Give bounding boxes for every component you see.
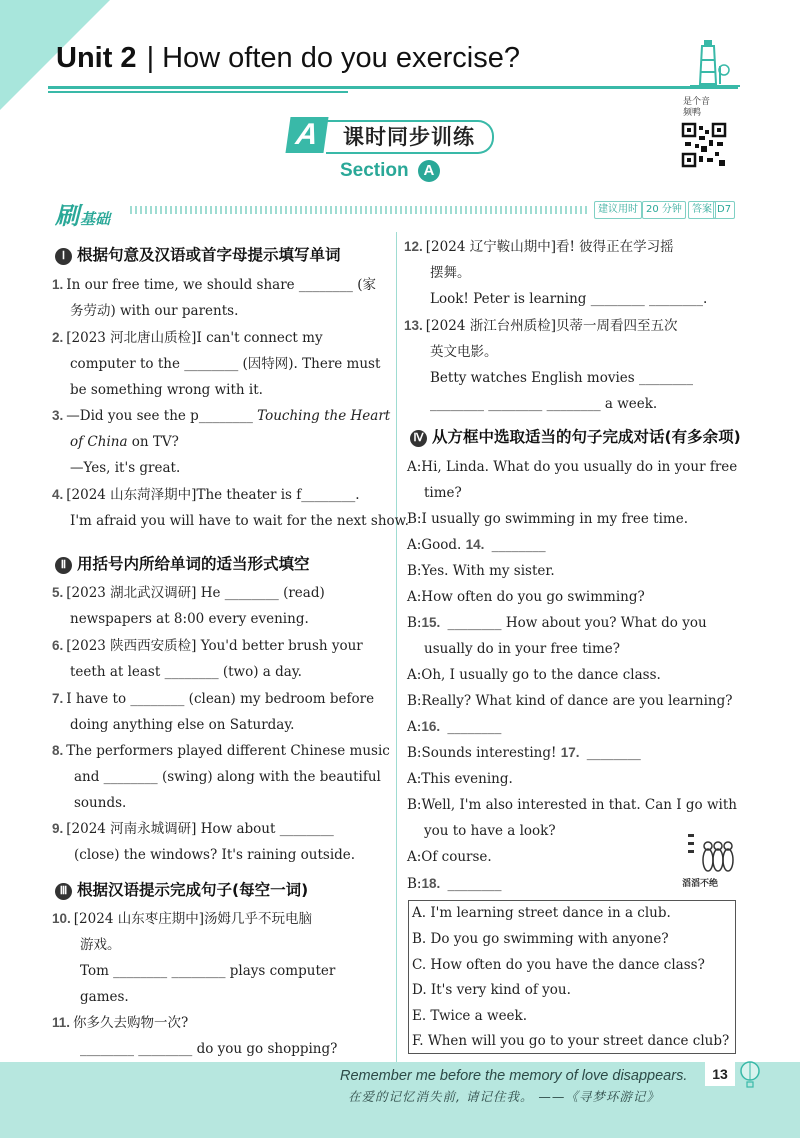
band-title-sub: 基础 [80,210,111,228]
part-3-heading [55,878,308,900]
question-text: The performers played different Chinese music [66,743,390,759]
page-number: 13 [705,1062,735,1086]
option-a: A. I'm learning street dance in a club. [412,905,671,921]
question-12-line-2: 摆舞。 [430,265,471,281]
question-8 [52,738,390,764]
question-10 [52,906,312,932]
blank-number: 17. [560,745,580,760]
question-text: [2024 山东枣庄期中]汤姆几乎不玩电脑 [73,911,312,927]
unit-label: Unit 2 [56,42,137,74]
option-f: F. When will you go to your street dance club? [412,1033,730,1049]
blank-number: 18. [421,876,441,891]
option-c: C. How often do you have the dance class? [412,957,705,973]
dialogue-line: A:This evening. [407,771,513,787]
time-value: 20 分钟 [642,201,686,219]
dialogue-line: B:Well, I'm also interested in that. Can I go with [407,797,737,813]
part-number: Ⅳ [410,430,427,447]
part-number: Ⅱ [55,557,72,574]
dialogue-line: you to have a look? [424,823,556,839]
band-dots [130,206,588,214]
title-separator: | [146,42,155,74]
answer-label: 答案 [688,201,716,219]
answer-page: D7 [713,201,735,219]
question-number: 1. [52,277,64,292]
question-text: 你多久去购物一次? [73,1015,189,1031]
question-text: [2024 山东菏泽期中]The theater is f________. [66,487,360,503]
lesson-letter: A [285,117,328,153]
question-10-line-4: games. [80,989,129,1005]
question-3-line-2 [70,429,179,455]
part-number: Ⅰ [55,248,72,265]
question-9-line-2: (close) the windows? It's raining outside. [74,847,356,863]
question-6 [52,633,363,659]
question-title-italic: Touching the Heart [257,408,391,424]
question-12-line-3: Look! Peter is learning ________ ________. [430,291,708,307]
question-8-line-3: sounds. [74,795,127,811]
lesson-banner [288,117,500,153]
part-4-heading [410,425,741,447]
blank-line: ________ [582,745,641,761]
dialogue-text: A:Good. [407,537,466,553]
option-b: B. Do you go swimming with anyone? [412,931,669,947]
blank-number: 16. [421,719,441,734]
option-d: D. It's very kind of you. [412,982,571,998]
part-1-heading [55,243,341,265]
question-1-line-2: 务劳动) with our parents. [70,303,239,319]
question-11-line-2: ________ ________ do you go shopping? [80,1041,338,1057]
question-2-line-2: computer to the ________ (因特网). There must [70,356,381,372]
question-number: 3. [52,408,64,423]
question-text: [2023 湖北武汉调研] He ________ (read) [66,585,325,601]
section-title [340,160,440,182]
question-12 [404,234,674,260]
question-4-line-2: I'm afraid you will have to wait for the next show. [70,513,409,529]
question-text: —Did you see the p________ [66,408,258,424]
section-letter: A [418,160,440,182]
header-rule-secondary [48,91,348,93]
question-2 [52,325,323,351]
header-rule [48,86,738,89]
question-11 [52,1010,188,1036]
question-9 [52,816,334,842]
question-10-line-2: 游戏。 [80,937,121,953]
question-5 [52,580,325,606]
dialogue-text: B: [407,615,422,631]
part-title: 用括号内所给单词的适当形式填空 [77,555,310,573]
blank-number: 14. [465,537,485,552]
blank-line: ________ [443,719,502,735]
option-e: E. Twice a week. [412,1008,528,1024]
dialogue-line [407,610,707,636]
question-13-line-3: Betty watches English movies ________ [430,370,693,386]
question-4 [52,482,360,508]
question-7-line-2: doing anything else on Saturday. [70,717,295,733]
question-3 [52,403,390,429]
question-number: 9. [52,821,64,836]
footer-quote-cn: 在爱的记忆消失前, 请记住我。 ——《寻梦环游记》 [348,1089,660,1104]
question-number: 13. [404,318,423,333]
qr-code-icon[interactable] [681,122,727,168]
dialogue-text: B:Sounds interesting! [407,745,561,761]
question-number: 11. [52,1015,71,1030]
blank-line: ________ [443,876,502,892]
question-10-line-3: Tom ________ ________ plays computer [80,963,336,979]
question-text: I have to ________ (clean) my bedroom before [66,691,375,707]
dialogue-line: B:Really? What kind of dance are you learning? [407,693,733,709]
question-number: 2. [52,330,64,345]
bubble-caption: 滔滔不绝 [682,879,719,889]
section-word: Section [340,160,409,181]
dialogue-text: B: [407,876,422,892]
question-title-italic: of China [70,434,128,450]
time-label: 建议用时 [594,201,642,219]
qr-label: 是个音频鸭 [683,97,711,118]
dialogue-line [407,871,502,897]
unit-title-text: How often do you exercise? [162,42,520,74]
dialogue-line [407,532,546,558]
question-text: on TV? [127,434,179,450]
part-title: 根据句意及汉语或首字母提示填写单词 [77,246,341,264]
page-title [56,42,520,75]
question-number: 5. [52,585,64,600]
dialogue-line: A:Of course. [407,849,492,865]
dialogue-line: A:Oh, I usually go to the dance class. [407,667,661,683]
dialogue-line [407,740,641,766]
column-divider [396,232,397,1062]
part-title: 从方框中选取适当的句子完成对话(有多余项) [432,428,741,446]
dialogue-line: A:How often do you go swimming? [407,589,645,605]
question-13 [404,313,677,339]
band-title-main: 刷 [55,202,79,230]
blank-number: 15. [421,615,441,630]
balloon-icon [738,1061,762,1089]
dialogue-line: usually do in your free time? [424,641,620,657]
question-1 [52,272,376,298]
part-title: 根据汉语提示完成句子(每空一词) [77,881,309,899]
question-number: 8. [52,743,64,758]
question-text: [2024 河南永城调研] How about ________ [66,821,334,837]
question-number: 12. [404,239,423,254]
question-6-line-2: teeth at least ________ (two) a day. [70,664,302,680]
question-7 [52,686,374,712]
question-text: [2023 河北唐山质检]I can't connect my [66,330,323,346]
lighthouse-icon [690,30,740,88]
question-number: 4. [52,487,64,502]
dialogue-line: B:Yes. With my sister. [407,563,555,579]
question-2-line-3: be something wrong with it. [70,382,263,398]
question-number: 7. [52,691,64,706]
dialogue-line [407,714,501,740]
question-5-line-2: newspapers at 8:00 every evening. [70,611,309,627]
part-2-heading [55,552,310,574]
question-number: 10. [52,911,71,926]
question-13-line-2: 英文电影。 [430,344,498,360]
part-number: Ⅲ [55,883,72,900]
question-text: [2024 浙江台州质检]贝蒂一周看四至五次 [425,318,678,334]
question-text: In our free time, we should share ________ (家 [66,277,376,293]
dialogue-line: time? [424,485,462,501]
dialogue-line: A:Hi, Linda. What do you usually do in your free [407,459,738,475]
speaking-penguins-icon [686,826,736,876]
question-3-line-3: —Yes, it's great. [70,460,181,476]
band-title [55,196,110,231]
question-text: [2023 陕西西安质检] You'd better brush your [66,638,363,654]
blank-line: ________ [487,537,546,553]
question-8-line-2: and ________ (swing) along with the beautiful [74,769,381,785]
dialogue-text: A: [407,719,422,735]
footer-quote-en: Remember me before the memory of love disappears. [340,1068,688,1084]
question-text: [2024 辽宁鞍山期中]看! 彼得正在学习摇 [425,239,674,255]
question-13-line-4: ________ ________ ________ a week. [430,396,658,412]
lesson-title: 课时同步训练 [326,120,494,154]
question-number: 6. [52,638,64,653]
dialogue-text: ________ How about you? What do you [443,615,707,631]
dialogue-line: B:I usually go swimming in my free time. [407,511,688,527]
